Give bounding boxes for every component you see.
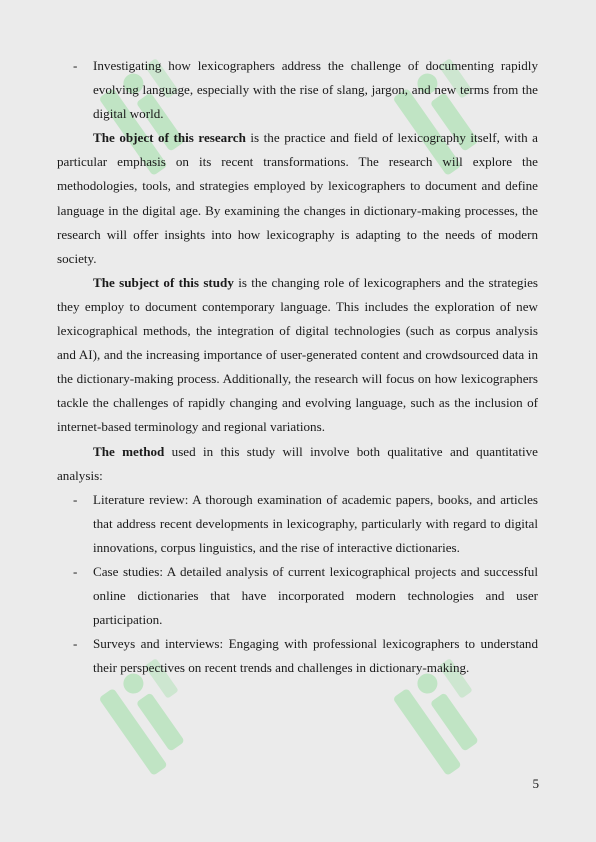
- subject-text: is the changing role of lexicographers and the strategies they employ to document contemporary language. This includes the exploration of new lexicographical methods, the integration of digital technologies (such as corpus analysis and AI), and the increasing importance of user-generated content and crowdsourced data in the dictionary-making process. Additionally, the research will focus on how lexicographers tackle the challenges of rapidly changing and evolving language, such as the inclusion of internet-based terminology and regional variations.: [57, 274, 539, 435]
- bullet-marker: -: [73, 491, 78, 507]
- subject-heading: The subject of this study: [93, 274, 234, 290]
- object-paragraph: [57, 126, 538, 271]
- list-item: [57, 54, 538, 126]
- list-item: [57, 488, 538, 560]
- list-item: [57, 632, 538, 680]
- bullet-marker: -: [73, 58, 78, 73]
- bullet-text: Investigating how lexicographers address the challenge of documenting rapidly evolving language, especially with the rise of slang, jargon, and new terms from the digital world.: [93, 58, 538, 122]
- bullet-text: Case studies: A detailed analysis of current lexicographical projects and successful online dictionaries that have incorporated modern technologies and user participation.: [93, 563, 538, 628]
- bullet-text: Surveys and interviews: Engaging with professional lexicographers to understand their perspectives on recent trends and challenges in dictionary-making.: [93, 636, 538, 676]
- page-number: 5: [532, 776, 539, 791]
- method-paragraph: [57, 440, 538, 488]
- bullet-text: Literature review: A thorough examination of academic papers, books, and articles that address recent developments in lexicography, particularly with regard to digital innovations, corpus linguistics, and the rise of interactive dictionaries.: [93, 491, 538, 555]
- bullet-marker: -: [73, 636, 78, 652]
- method-text: used in this study will involve both qualitative and quantitative analysis:: [57, 443, 538, 483]
- list-item: [57, 560, 538, 632]
- object-heading: The object of this research: [93, 130, 246, 146]
- document-page: [57, 54, 538, 680]
- bullet-marker: -: [73, 563, 78, 579]
- object-text: is the practice and field of lexicography itself, with a particular emphasis on its recent transformations. The research will explore the methodologies, tools, and strategies employed by lexicographers to document and define language in the digital age. By examining the changes in dictionary-making processes, the research will offer insights into how lexicography is adapting to the needs of modern society.: [57, 130, 538, 266]
- method-heading: The method: [93, 443, 165, 459]
- subject-paragraph: [57, 271, 538, 440]
